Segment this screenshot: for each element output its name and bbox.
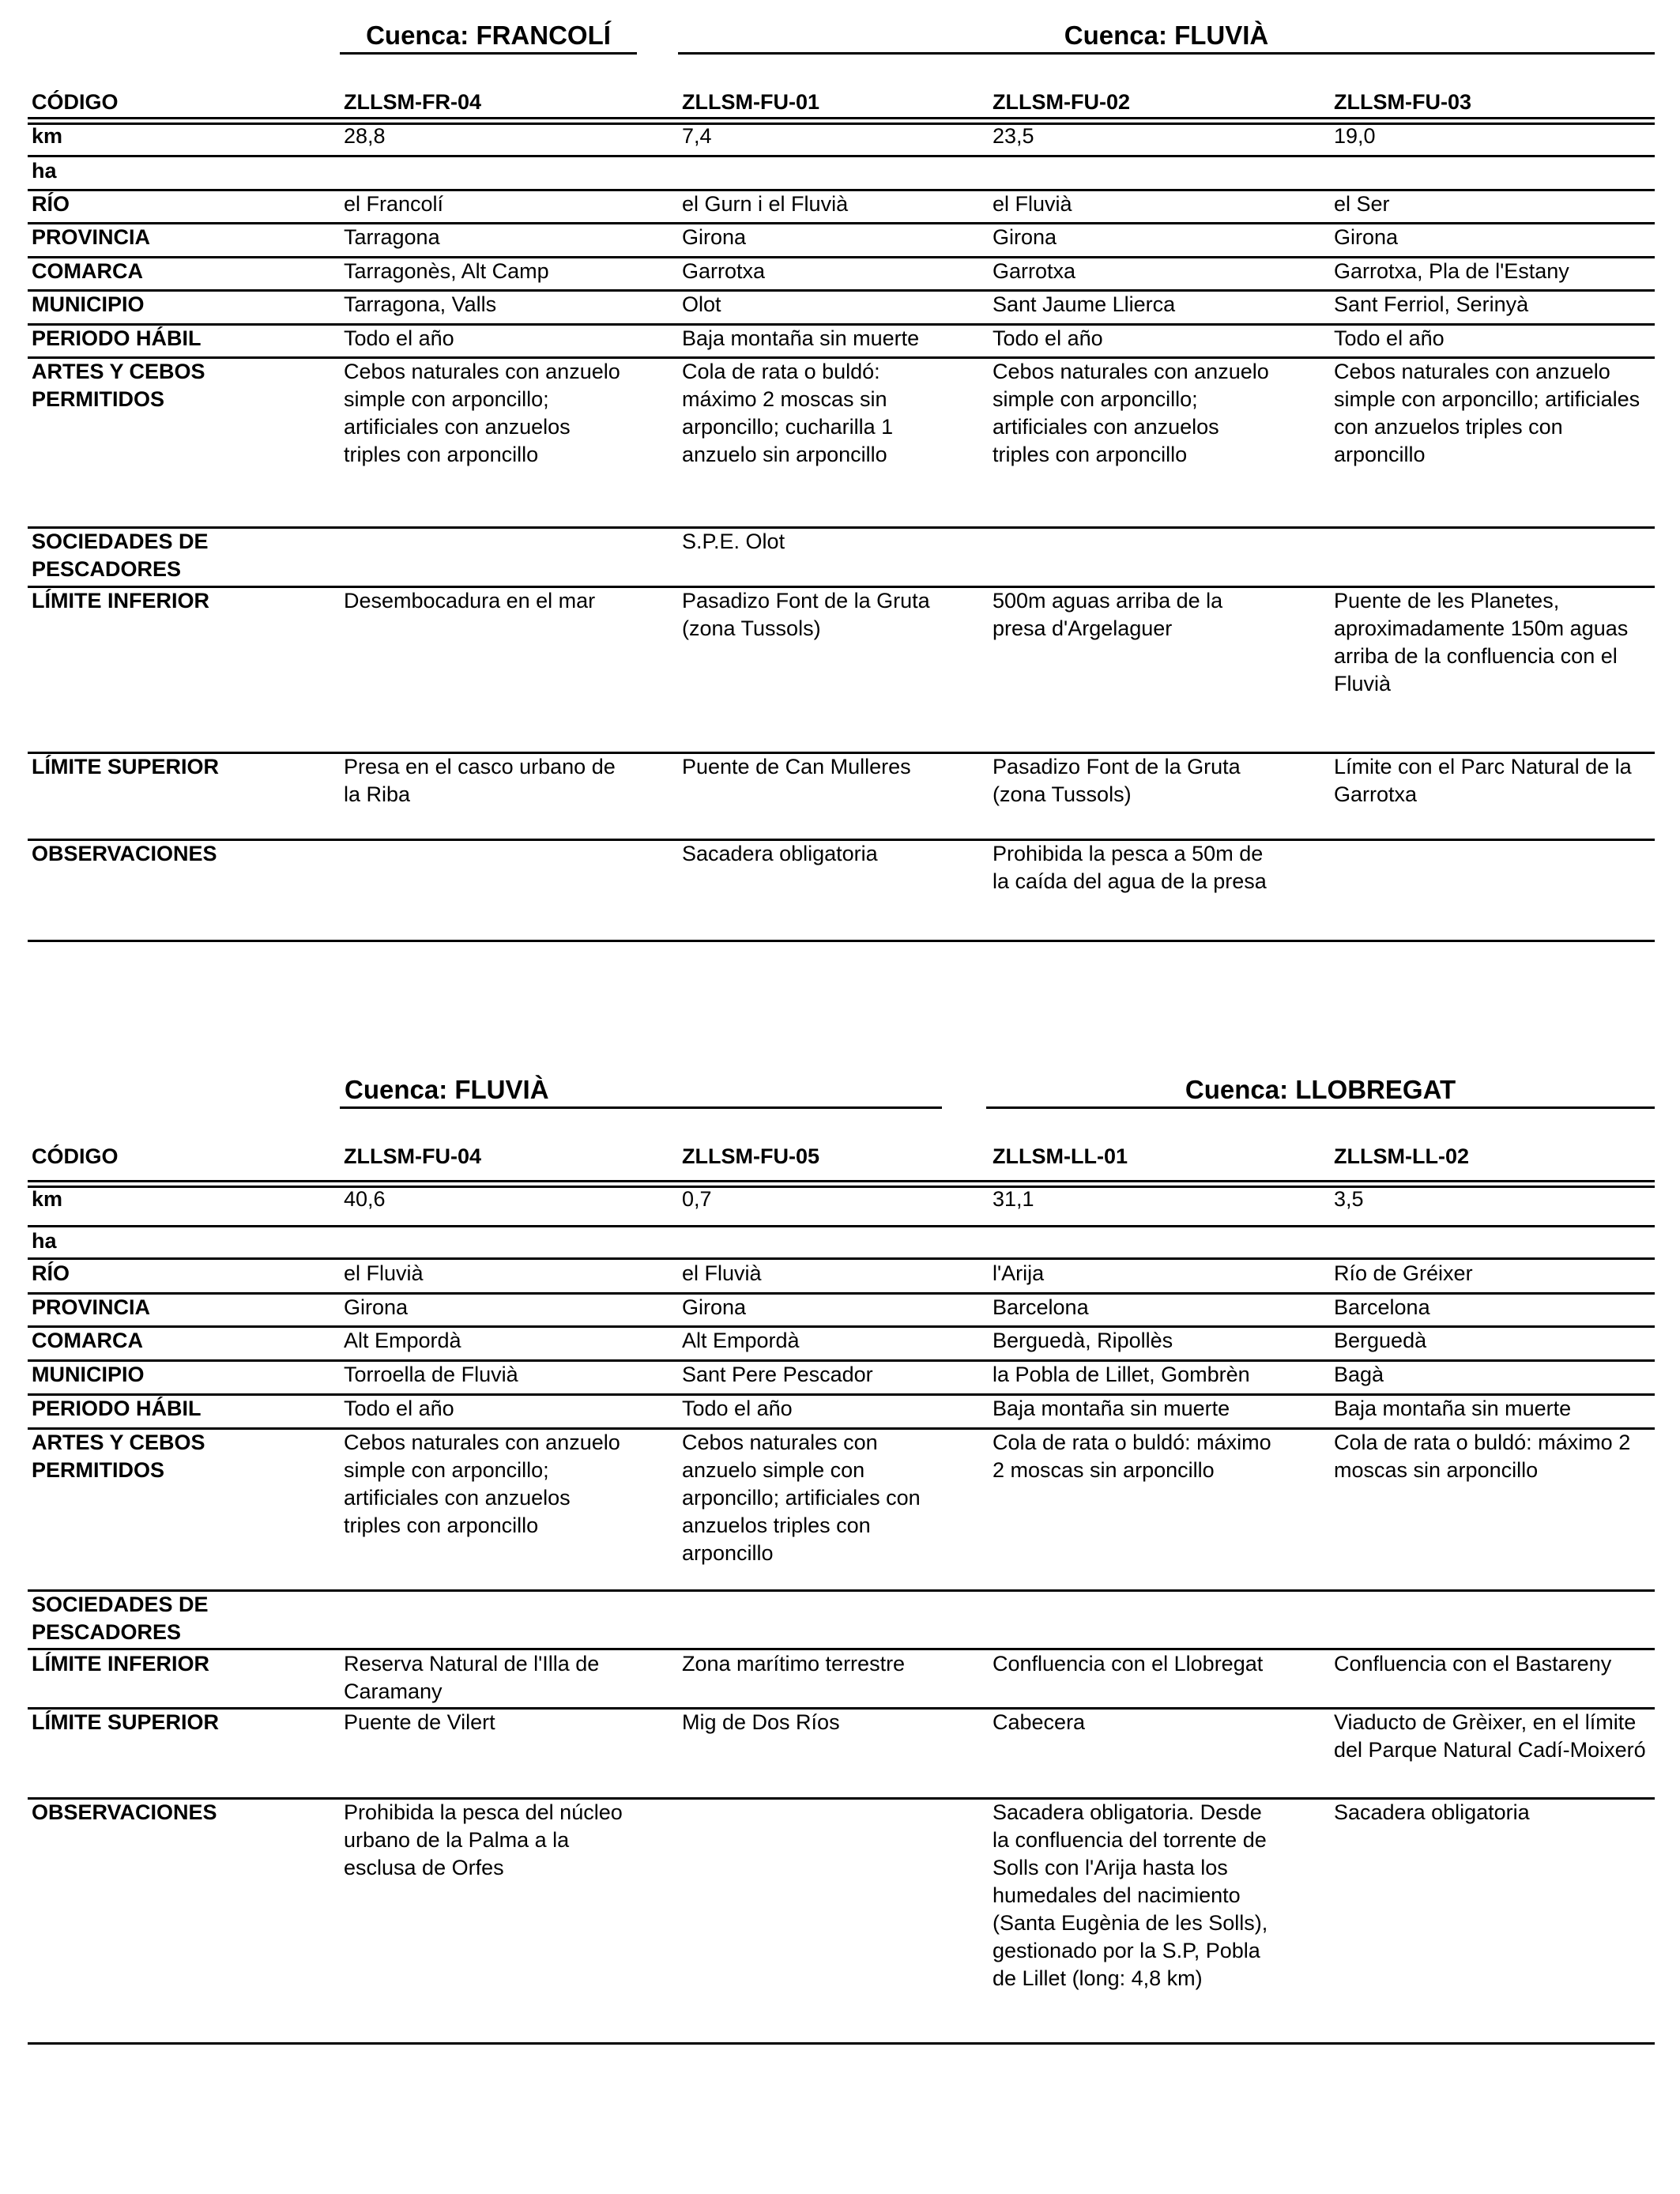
table-cell: Bagà [1334, 1363, 1384, 1386]
table-cell: Zona marítimo terrestre [682, 1652, 906, 1676]
table-cell: 7,4 [682, 124, 712, 148]
row-label: LÍMITE INFERIOR [32, 589, 209, 613]
zone-code: ZLLSM-FU-01 [682, 90, 819, 114]
row-label: COMARCA [32, 1329, 143, 1352]
table-cell: Sant Jaume Llierca [993, 292, 1176, 316]
table-cell: Pasadizo Font de la Gruta (zona Tussols) [682, 589, 930, 640]
row-label: COMARCA [32, 259, 143, 283]
table-cell: Torroella de Fluvià [344, 1363, 518, 1386]
row-label: LÍMITE SUPERIOR [32, 755, 220, 778]
basin-header-francoli: Cuenca: FRANCOLÍ [366, 21, 611, 50]
table-bottom-rule [28, 2042, 1655, 2045]
basin-header-llobregat: Cuenca: LLOBREGAT [1185, 1075, 1456, 1104]
table-cell: Cebos naturales con anzuelo simple con arponcillo; artificiales con anzuelos triples con arponcillo [682, 1431, 921, 1565]
table-bottom-rule [28, 940, 1655, 942]
table-cell: Girona [1334, 225, 1399, 249]
table-cell: Berguedà, Ripollès [993, 1329, 1173, 1352]
table-cell: Prohibida la pesca del núcleo urbano de la Palma a la esclusa de Orfes [344, 1800, 623, 1879]
table-cell: S.P.E. Olot [682, 530, 785, 553]
table-cell: Cola de rata o buldó: máximo 2 moscas sin arponcillo [1334, 1431, 1631, 1482]
table-cell: Sant Ferriol, Serinyà [1334, 292, 1529, 316]
table-cell: Todo el año [344, 1397, 454, 1420]
table-cell: Baja montaña sin muerte [1334, 1397, 1572, 1420]
row-label: CÓDIGO [32, 90, 119, 114]
zone-code: ZLLSM-LL-02 [1334, 1144, 1469, 1168]
table-cell: Sacadera obligatoria [682, 842, 878, 865]
row-label: ARTES Y CEBOS PERMITIDOS [32, 360, 205, 411]
table-cell: 40,6 [344, 1187, 386, 1211]
table-cell: 0,7 [682, 1187, 712, 1211]
zone-code: ZLLSM-FR-04 [344, 90, 481, 114]
table-cell: Tarragonès, Alt Camp [344, 259, 549, 283]
table-cell: Mig de Dos Ríos [682, 1710, 840, 1734]
row-label: km [32, 1187, 63, 1211]
table-cell: Cebos naturales con anzuelo simple con arponcillo; artificiales con anzuelos triples con arponcillo [1334, 360, 1640, 466]
table-cell: Garrotxa, Pla de l'Estany [1334, 259, 1569, 283]
table-cell: Cebos naturales con anzuelo simple con arponcillo; artificiales con anzuelos triples con arponcillo [344, 1431, 620, 1537]
basin-underline [340, 52, 637, 55]
basin-underline [678, 52, 1655, 55]
table-cell: l'Arija [993, 1261, 1045, 1285]
row-label: MUNICIPIO [32, 1363, 145, 1386]
table-cell: Berguedà [1334, 1329, 1427, 1352]
table-cell: Sant Pere Pescador [682, 1363, 873, 1386]
table-cell: Girona [682, 1295, 747, 1319]
table-cell: Cebos naturales con anzuelo simple con arponcillo; artificiales con anzuelos triples con arponcillo [993, 360, 1269, 466]
row-label: ha [32, 159, 57, 183]
table-cell: Desembocadura en el mar [344, 589, 596, 613]
table-cell: Prohibida la pesca a 50m de la caída del agua de la presa [993, 842, 1267, 893]
row-label: CÓDIGO [32, 1144, 119, 1168]
row-label: km [32, 124, 63, 148]
row-label: RÍO [32, 192, 70, 216]
table-cell: Todo el año [993, 326, 1103, 350]
table-cell: Girona [993, 225, 1057, 249]
table-cell: Girona [344, 1295, 409, 1319]
table-cell: Barcelona [993, 1295, 1089, 1319]
table-cell: Puente de Can Mulleres [682, 755, 911, 778]
zone-code: ZLLSM-LL-01 [993, 1144, 1128, 1168]
table-cell: 23,5 [993, 124, 1034, 148]
zone-code: ZLLSM-FU-05 [682, 1144, 819, 1168]
table-cell: Todo el año [1334, 326, 1445, 350]
table-cell: Garrotxa [993, 259, 1076, 283]
table-cell: Límite con el Parc Natural de la Garrotxa [1334, 755, 1632, 806]
row-label: LÍMITE INFERIOR [32, 1652, 209, 1676]
table-cell: Confluencia con el Bastareny [1334, 1652, 1612, 1676]
table-cell: 28,8 [344, 124, 386, 148]
table-cell: 500m aguas arriba de la presa d'Argelaguer [993, 589, 1223, 640]
table-cell: Tarragona [344, 225, 440, 249]
table-cell: Confluencia con el Llobregat [993, 1652, 1264, 1676]
table-cell: Garrotxa [682, 259, 766, 283]
row-label: PERIODO HÁBIL [32, 326, 202, 350]
table-cell: Puente de Vilert [344, 1710, 495, 1734]
table-cell: Cabecera [993, 1710, 1086, 1734]
table-cell: Puente de les Planetes, aproximadamente 150m aguas arriba de la confluencia con el Fluvià [1334, 589, 1629, 696]
row-label: MUNICIPIO [32, 292, 145, 316]
table-cell: el Gurn i el Fluvià [682, 192, 849, 216]
zone-code: ZLLSM-FU-03 [1334, 90, 1471, 114]
table-cell: Todo el año [682, 1397, 793, 1420]
table-cell: Cola de rata o buldó: máximo 2 moscas sin arponcillo [993, 1431, 1271, 1482]
table-cell: Sacadera obligatoria [1334, 1800, 1530, 1824]
table-cell: Reserva Natural de l'Illa de Caramany [344, 1652, 600, 1703]
basin-header-fluvia: Cuenca: FLUVIÀ [1064, 21, 1269, 50]
table-cell: Viaducto de Grèixer, en el límite del Parque Natural Cadí-Moixeró [1334, 1710, 1646, 1762]
row-label: SOCIEDADES DE PESCADORES [32, 1593, 209, 1644]
table-cell: el Fluvià [344, 1261, 424, 1285]
table-cell: Olot [682, 292, 721, 316]
basin-underline [340, 1106, 942, 1109]
row-label: RÍO [32, 1261, 70, 1285]
table-cell: Tarragona, Valls [344, 292, 497, 316]
table-cell: Sacadera obligatoria. Desde la confluencia del torrente de Solls con l'Arija hasta los humedales del nacimiento (Santa Eugènia de les Solls), gestionado por la S.P, Pobla de Lillet (long: 4,8 km) [993, 1800, 1268, 1990]
table-cell: el Francolí [344, 192, 444, 216]
row-label: LÍMITE SUPERIOR [32, 1710, 220, 1734]
zone-code: ZLLSM-FU-02 [993, 90, 1130, 114]
table-cell: Cola de rata o buldó: máximo 2 moscas sin arponcillo; cucharilla 1 anzuelo sin arponcillo [682, 360, 894, 466]
table-cell: 31,1 [993, 1187, 1034, 1211]
table-cell: la Pobla de Lillet, Gombrèn [993, 1363, 1250, 1386]
table-cell: Barcelona [1334, 1295, 1430, 1319]
table-cell: el Fluvià [993, 192, 1072, 216]
row-label: ARTES Y CEBOS PERMITIDOS [32, 1431, 205, 1482]
table-cell: el Fluvià [682, 1261, 762, 1285]
row-label: PERIODO HÁBIL [32, 1397, 202, 1420]
row-label: ha [32, 1229, 57, 1253]
row-label: OBSERVACIONES [32, 842, 217, 865]
table-cell: Cebos naturales con anzuelo simple con arponcillo; artificiales con anzuelos triples con arponcillo [344, 360, 620, 466]
table-cell: 19,0 [1334, 124, 1376, 148]
zone-code: ZLLSM-FU-04 [344, 1144, 481, 1168]
row-label: PROVINCIA [32, 1295, 151, 1319]
table-cell: Baja montaña sin muerte [993, 1397, 1230, 1420]
row-label: OBSERVACIONES [32, 1800, 217, 1824]
table-cell: Girona [682, 225, 747, 249]
row-label: PROVINCIA [32, 225, 151, 249]
table-cell: Alt Empordà [682, 1329, 800, 1352]
table-cell: Alt Empordà [344, 1329, 461, 1352]
table-cell: Presa en el casco urbano de la Riba [344, 755, 616, 806]
table-cell: 3,5 [1334, 1187, 1364, 1211]
table-cell: Todo el año [344, 326, 454, 350]
basin-header-fluvia: Cuenca: FLUVIÀ [345, 1075, 549, 1104]
table-cell: Río de Gréixer [1334, 1261, 1473, 1285]
basin-underline [986, 1106, 1655, 1109]
row-label: SOCIEDADES DE PESCADORES [32, 530, 209, 581]
table-cell: Baja montaña sin muerte [682, 326, 920, 350]
table-cell: Pasadizo Font de la Gruta (zona Tussols) [993, 755, 1241, 806]
table-cell: el Ser [1334, 192, 1390, 216]
